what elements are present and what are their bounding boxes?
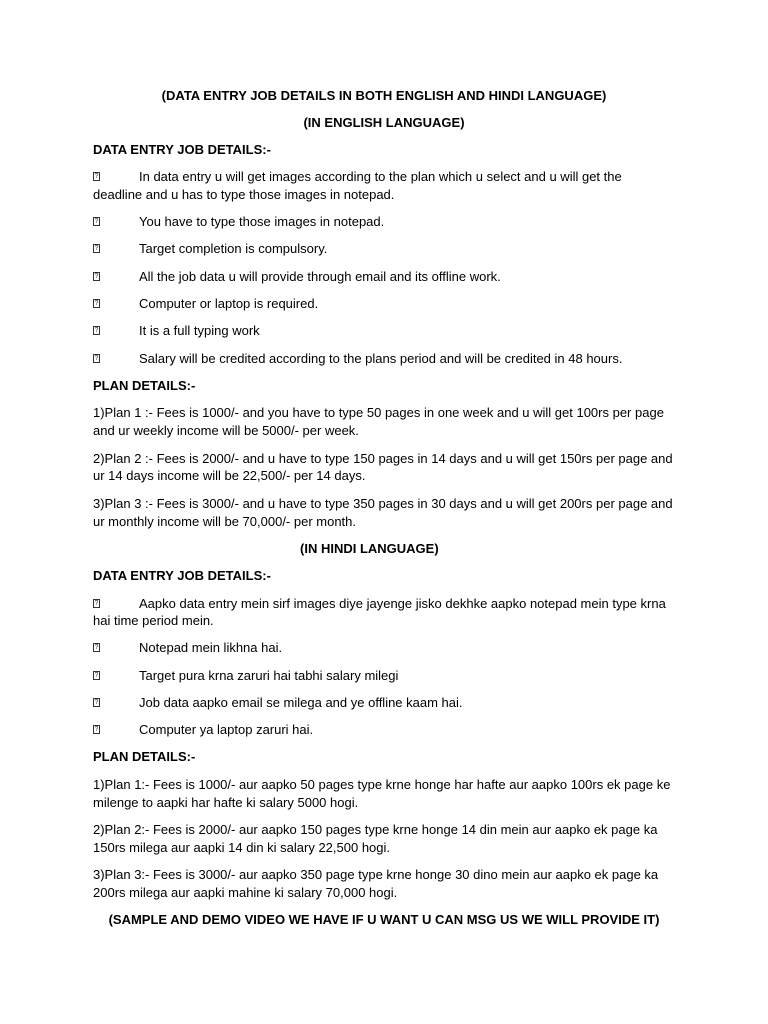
english-plan-1: 1)Plan 1 :- Fees is 1000/- and you have to type 50 pages in one week and u will get 100rs per page (93, 405, 664, 420)
english-section-title: (IN ENGLISH LANGUAGE) (303, 115, 465, 130)
english-plan-2: 2)Plan 2 :- Fees is 2000/- and u have to type 150 pages in 14 days and u will get 150rs per page and (93, 451, 673, 466)
hindi-plan-details-label: PLAN DETAILS:- (93, 749, 196, 764)
missing-glyph-box-icon: ? (94, 644, 99, 651)
hindi-plan-1: 1)Plan 1:- Fees is 1000/- aur aapko 50 pages type krne honge har hafte aur aapko 100rs ek page ke (93, 777, 671, 792)
hindi-job-details-label: DATA ENTRY JOB DETAILS:- (93, 568, 271, 583)
missing-glyph-box-icon: ? (94, 600, 99, 607)
english-plan-1-continuation: and ur weekly income will be 5000/- per week. (93, 423, 359, 438)
missing-glyph-box-icon: ? (94, 699, 99, 706)
missing-glyph-box-icon: ? (94, 355, 99, 362)
english-plan-3-continuation: ur monthly income will be 70,000/- per month. (93, 514, 357, 529)
english-plan-2-continuation: ur 14 days income will be 22,500/- per 14 days. (93, 468, 366, 483)
missing-glyph-box-icon: ? (94, 273, 99, 280)
english-plan-details-label: PLAN DETAILS:- (93, 378, 196, 393)
english-job-details-label: DATA ENTRY JOB DETAILS:- (93, 142, 271, 157)
hindi-plan-3-continuation: 200rs milega aur aapki mahine ki salary 70,000 hogi. (93, 885, 398, 900)
footer-note: (SAMPLE AND DEMO VIDEO WE HAVE IF U WANT U CAN MSG US WE WILL PROVIDE IT) (108, 912, 660, 927)
english-bullet-1-continuation: deadline and u has to type those images in notepad. (93, 187, 395, 202)
hindi-plan-3: 3)Plan 3:- Fees is 3000/- aur aapko 350 page type krne honge 30 dino mein aur aapko ek page ka (93, 867, 659, 882)
hindi-plan-2-continuation: 150rs milega aur aapki 14 din ki salary 22,500 hogi. (93, 840, 391, 855)
document-title: (DATA ENTRY JOB DETAILS IN BOTH ENGLISH AND HINDI LANGUAGE) (161, 88, 607, 103)
missing-glyph-box-icon: ? (94, 300, 99, 307)
missing-glyph-box-icon: ? (94, 672, 99, 679)
english-plan-3: 3)Plan 3 :- Fees is 3000/- and u have to type 350 pages in 30 days and u will get 200rs per page and (93, 496, 673, 511)
missing-glyph-box-icon: ? (94, 327, 99, 334)
missing-glyph-box-icon: ? (94, 173, 99, 180)
missing-glyph-box-icon: ? (94, 726, 99, 733)
hindi-plan-2: 2)Plan 2:- Fees is 2000/- aur aapko 150 pages type krne honge 14 din mein aur aapko ek page ka (93, 822, 658, 837)
hindi-plan-1-continuation: milenge to aapki har hafte ki salary 5000 hogi. (93, 795, 359, 810)
document-page: (DATA ENTRY JOB DETAILS IN BOTH ENGLISH AND HINDI LANGUAGE) (IN ENGLISH LANGUAGE) DATA ENTRY JOB DETAILS:- ? In data entry u will get images according to the plan which u select and u will get the deadline and u has to type those images in notepad. ? You have to type those images in notepad. ? Target completion is compulsory. ? All the job data u will provide through email and its offline work. ? Computer or laptop is required. ? It is a full typing work ? Salary will be credited according to the plans period and will be credited in 48 hours. PLAN DETAILS:- 1)Plan 1 :- Fees is 1000/- and you have to type 50 pages in one week and u will get 100rs per page and ur weekly income will be 5000/- per week. 2)Plan 2 :- Fees is 2000/- and u have to type 150 pages in 14 days and u will get 150rs per page and ur 14 days income will be 22,500/- per 14 days. 3)Plan 3 :- Fees is 3000/- and u have to type 350 pages in 30 days and u will get 200rs per page and ur monthly income will be 70,000/- per month. (IN HINDI LANGUAGE) DATA ENTRY JOB DETAILS:- ? Aapko data entry mein sirf images diye jayenge jisko dekhke aapko notepad mein type krna hai time period mein. ? Notepad mein likhna hai. ? Target pura krna zaruri hai tabhi salary milegi ? Job data aapko email se milega and ye offline kaam hai. ? Computer ya laptop zaruri hai. PLAN DETAILS:- 1)Plan 1:- Fees is 1000/- aur aapko 50 pages type krne honge har hafte aur aapko 100rs ek page ke milenge to aapki har hafte ki salary 5000 hogi. 2)Plan 2:- Fees is 2000/- aur aapko 150 pages type krne honge 14 din mein aur aapko ek page ka 150rs milega aur aapki 14 din ki salary 22,500 hogi. 3)Plan 3:- Fees is 3000/- aur aapko 350 page type krne honge 30 dino mein aur aapko ek page ka 200rs milega aur aapki mahine ki salary 70,000 hogi. (SAMPLE AND DEMO VIDEO WE HAVE IF U WANT U CAN MSG US WE WILL PROVIDE IT) (0, 0, 768, 1024)
hindi-bullet-1-continuation: hai time period mein. (93, 613, 214, 628)
missing-glyph-box-icon: ? (94, 218, 99, 225)
hindi-section-title: (IN HINDI LANGUAGE) (300, 541, 439, 556)
missing-glyph-box-icon: ? (94, 245, 99, 252)
